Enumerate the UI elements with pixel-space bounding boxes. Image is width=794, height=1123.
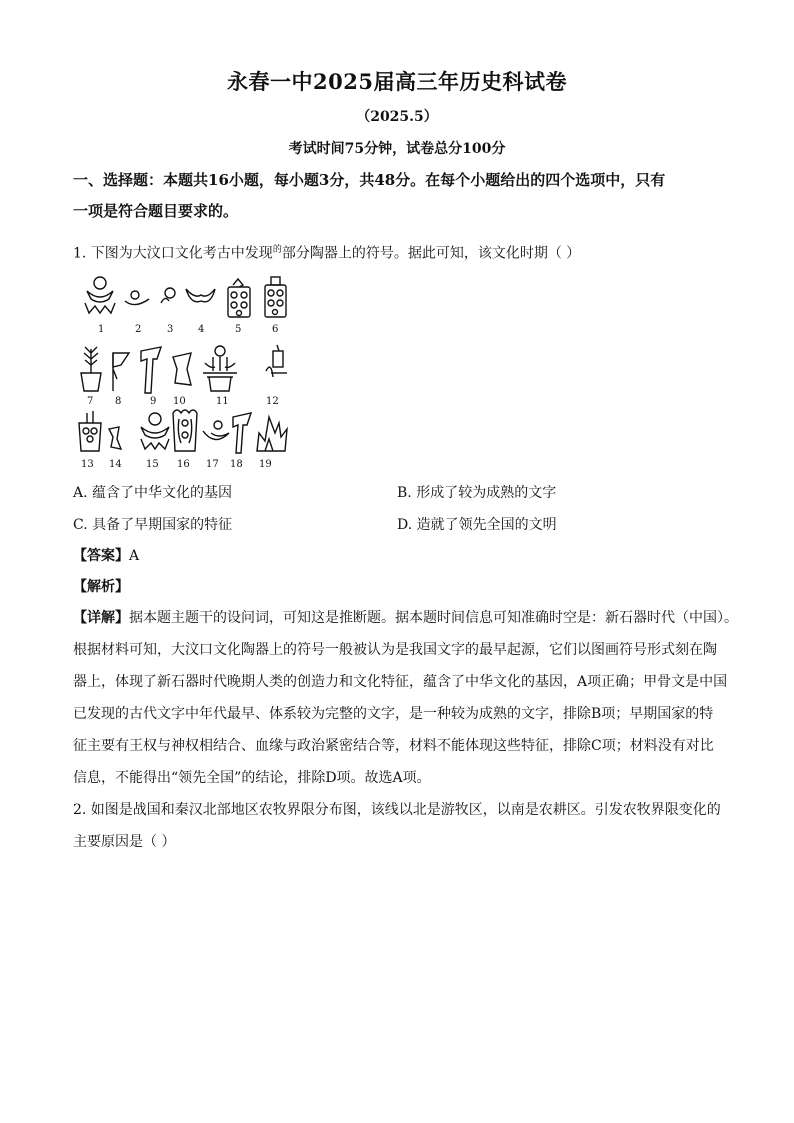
fig-num-16: 16 [177, 459, 190, 470]
fig-num-9: 9 [150, 396, 157, 407]
fig-num-5: 5 [235, 324, 242, 335]
fig-num-14: 14 [109, 459, 122, 470]
detail-line-3: 器上，体现了新石器时代晚期人类的创造力和文化特征，蕴含了中华文化的基因，A项正确；甲骨文是中国 [73, 674, 728, 690]
symbol-7-icon [81, 347, 101, 391]
symbol-4-icon [186, 289, 215, 302]
option-d: D. 造就了领先全国的文明 [397, 517, 557, 533]
detail-line-1-text: 据本题主题干的设问词，可知这是推断题。据本题时间信息可知准确时空是：新石器时代（中国）。 [129, 610, 738, 626]
question-1-stem-part-a: 1. 下图为大汶口文化考古中发现 [73, 245, 273, 262]
fig-num-13: 13 [81, 459, 94, 470]
fig-num-2: 2 [135, 324, 142, 335]
symbol-3-icon [161, 288, 175, 303]
exam-info: 考试时间75分钟，试卷总分100分 [288, 141, 506, 157]
analysis-label: 【解析】 [73, 579, 129, 595]
detail-line-4: 已发现的古代文字中年代最早、体系较为完整的文字，是一种较为成熟的文字，排除B项；早期国家的特 [73, 706, 714, 722]
option-a: A. 蕴含了中华文化的基因 [73, 485, 233, 501]
symbol-5-icon [228, 279, 250, 317]
fig-num-4: 4 [198, 324, 205, 335]
symbol-18-icon [233, 413, 251, 453]
answer-line [73, 546, 139, 566]
option-c: C. 具备了早期国家的特征 [73, 517, 233, 533]
symbol-14-icon [109, 427, 121, 449]
detail-line-6: 信息，不能得出“领先全国”的结论，排除D项。故选A项。 [73, 770, 431, 786]
question-2-line-2: 主要原因是（ ） [73, 834, 176, 850]
detail-line-2: 根据材料可知，大汶口文化陶器上的符号一般被认为是我国文字的最早起源，它们以图画符号形式刻在陶 [73, 642, 717, 658]
question-2-stem [73, 794, 733, 858]
detail-paragraph [73, 602, 738, 794]
fig-num-11: 11 [216, 396, 229, 407]
section-heading-line-2: 一项是符合题目要求的。 [73, 202, 239, 220]
pottery-symbols-figure [73, 273, 298, 473]
fig-num-12: 12 [266, 396, 279, 407]
detail-label: 【详解】 [73, 610, 129, 626]
symbol-19-icon [257, 417, 287, 451]
option-b: B. 形成了较为成熟的文字 [397, 485, 557, 501]
question-1-stem [73, 240, 580, 264]
symbol-13-icon [79, 411, 101, 451]
question-1-stem-superscript: 的 [272, 245, 282, 255]
symbol-1-icon [85, 277, 115, 313]
symbol-15-icon [141, 413, 169, 449]
detail-line-1 [73, 602, 738, 634]
fig-num-18: 18 [230, 459, 243, 470]
answer-value: A [129, 548, 140, 564]
symbol-12-icon [266, 345, 287, 377]
fig-num-15: 15 [146, 459, 159, 470]
fig-num-19: 19 [259, 459, 272, 470]
symbol-11-icon [203, 346, 237, 391]
question-1-stem-part-b: 部分陶器上的符号。据此可知，该文化时期（ ） [281, 245, 581, 262]
symbol-17-icon [203, 421, 229, 440]
exam-title: 永春一中2025届高三年历史科试卷 [227, 69, 567, 94]
fig-num-6: 6 [272, 324, 279, 335]
exam-date: （2025.5） [356, 109, 438, 125]
fig-num-10: 10 [173, 396, 186, 407]
symbol-16-icon [173, 410, 197, 451]
detail-line-5: 征主要有王权与神权相结合、血缘与政治紧密结合等，材料不能体现这些特征，排除C项；材料没有对比 [73, 738, 714, 754]
fig-num-17: 17 [206, 459, 219, 470]
fig-num-8: 8 [115, 396, 122, 407]
answer-label: 【答案】 [73, 548, 129, 564]
fig-num-1: 1 [98, 324, 105, 335]
symbol-6-icon [265, 277, 286, 317]
symbol-10-icon [173, 353, 191, 385]
fig-num-7: 7 [87, 396, 94, 407]
section-heading-line-1: 一、选择题：本题共16小题，每小题3分，共48分。在每个小题给出的四个选项中，只有 [73, 171, 666, 189]
section-heading [73, 165, 733, 227]
symbol-2-icon [125, 291, 149, 305]
symbol-8-icon [113, 353, 129, 391]
question-2-line-1: 2. 如图是战国和秦汉北部地区农牧界限分布图，该线以北是游牧区，以南是农耕区。引发农牧界限变化的 [73, 802, 721, 818]
symbol-9-icon [141, 347, 161, 393]
fig-num-3: 3 [167, 324, 174, 335]
